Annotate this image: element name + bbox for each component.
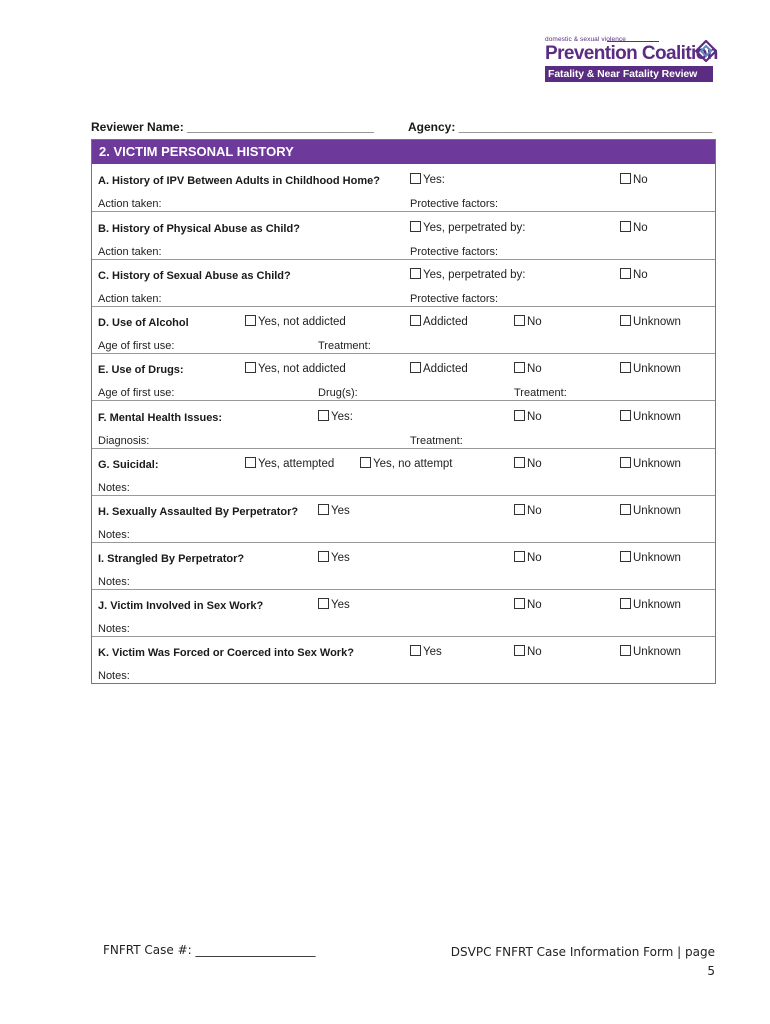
checkbox[interactable] — [620, 221, 631, 232]
drugs-field[interactable]: Drug(s): — [318, 387, 358, 399]
interlocking-diamonds-icon — [695, 40, 717, 62]
option-no[interactable]: No — [514, 410, 542, 423]
option-yes-perpetrated[interactable]: Yes, perpetrated by: — [410, 268, 526, 281]
victim-history-table — [91, 139, 716, 684]
age-first-use-field[interactable]: Age of first use: — [98, 387, 175, 399]
checkbox[interactable] — [620, 315, 631, 326]
notes-field[interactable]: Notes: — [98, 482, 130, 494]
option-no[interactable]: No — [514, 504, 542, 517]
checkbox[interactable] — [360, 457, 371, 468]
checkbox[interactable] — [514, 598, 525, 609]
row-strangled — [92, 542, 715, 590]
checkbox[interactable] — [410, 173, 421, 184]
checkbox[interactable] — [620, 645, 631, 656]
checkbox[interactable] — [514, 551, 525, 562]
row-sex-work — [92, 589, 715, 637]
option-yes-not-addicted[interactable]: Yes, not addicted — [245, 362, 346, 375]
question-label: E. Use of Drugs: — [98, 364, 184, 376]
option-unknown[interactable]: Unknown — [620, 504, 681, 517]
option-no[interactable]: No — [514, 645, 542, 658]
logo-divider — [607, 41, 659, 42]
notes-field[interactable]: Notes: — [98, 529, 130, 541]
option-no[interactable]: No — [514, 551, 542, 564]
protective-factors-field[interactable]: Protective factors: — [410, 246, 499, 258]
option-yes[interactable]: Yes — [318, 551, 350, 564]
action-taken-field[interactable]: Action taken: — [98, 198, 162, 210]
action-taken-field[interactable]: Action taken: — [98, 293, 162, 305]
option-yes-no-attempt[interactable]: Yes, no attempt — [360, 457, 453, 470]
question-label: F. Mental Health Issues: — [98, 412, 223, 424]
checkbox[interactable] — [318, 551, 329, 562]
checkbox[interactable] — [620, 173, 631, 184]
row-sexually-assaulted — [92, 495, 715, 543]
form-title: DSVPC FNFRT Case Information Form | page — [450, 945, 715, 959]
option-yes[interactable]: Yes — [318, 598, 350, 611]
checkbox[interactable] — [318, 598, 329, 609]
checkbox[interactable] — [620, 598, 631, 609]
row-alcohol-use — [92, 306, 715, 354]
checkbox[interactable] — [410, 268, 421, 279]
treatment-field[interactable]: Treatment: — [410, 435, 463, 447]
option-no[interactable]: No — [514, 362, 542, 375]
option-no[interactable]: No — [620, 173, 648, 186]
checkbox[interactable] — [410, 645, 421, 656]
row-sexual-abuse — [92, 259, 715, 307]
option-no[interactable]: No — [514, 315, 542, 328]
question-label: I. Strangled By Perpetrator? — [98, 553, 245, 565]
question-label: G. Suicidal: — [98, 459, 159, 471]
checkbox[interactable] — [620, 551, 631, 562]
option-unknown[interactable]: Unknown — [620, 551, 681, 564]
row-ipv-childhood — [92, 164, 715, 212]
agency-field[interactable]: Agency: ______________________________________ — [408, 120, 713, 134]
option-yes[interactable]: Yes: — [410, 173, 445, 186]
checkbox[interactable] — [318, 504, 329, 515]
age-first-use-field[interactable]: Age of first use: — [98, 340, 175, 352]
checkbox[interactable] — [245, 362, 256, 373]
checkbox[interactable] — [514, 410, 525, 421]
question-label: K. Victim Was Forced or Coerced into Sex Work? — [98, 647, 354, 659]
protective-factors-field[interactable]: Protective factors: — [410, 198, 499, 210]
logo-small-text: domestic & sexual violence — [545, 36, 626, 43]
checkbox[interactable] — [318, 410, 329, 421]
checkbox[interactable] — [514, 645, 525, 656]
question-label: C. History of Sexual Abuse as Child? — [98, 270, 291, 282]
option-no[interactable]: No — [514, 457, 542, 470]
row-mental-health — [92, 401, 715, 449]
question-label: H. Sexually Assaulted By Perpetrator? — [98, 506, 299, 518]
action-taken-field[interactable]: Action taken: — [98, 246, 162, 258]
logo-banner: Fatality & Near Fatality Review — [545, 66, 713, 82]
checkbox[interactable] — [620, 268, 631, 279]
row-suicidal — [92, 448, 715, 496]
diagnosis-field[interactable]: Diagnosis: — [98, 435, 150, 447]
logo-main-text: Prevention Coalition — [545, 43, 718, 64]
section-header: 2. VICTIM PERSONAL HISTORY — [92, 140, 715, 164]
checkbox[interactable] — [410, 362, 421, 373]
checkbox[interactable] — [620, 504, 631, 515]
checkbox[interactable] — [245, 457, 256, 468]
notes-field[interactable]: Notes: — [98, 623, 130, 635]
checkbox[interactable] — [514, 504, 525, 515]
checkbox[interactable] — [245, 315, 256, 326]
option-unknown[interactable]: Unknown — [620, 645, 681, 658]
option-yes[interactable]: Yes — [318, 504, 350, 517]
question-label: D. Use of Alcohol — [98, 317, 189, 329]
checkbox[interactable] — [620, 410, 631, 421]
checkbox[interactable] — [514, 457, 525, 468]
checkbox[interactable] — [620, 362, 631, 373]
checkbox[interactable] — [410, 315, 421, 326]
footer-page-info — [451, 943, 715, 981]
option-unknown[interactable]: Unknown — [620, 315, 681, 328]
option-addicted[interactable]: Addicted — [410, 362, 468, 375]
option-yes-perpetrated[interactable]: Yes, perpetrated by: — [410, 221, 526, 234]
case-number-field[interactable]: FNFRT Case #: ____________________ — [103, 943, 316, 957]
treatment-field[interactable]: Treatment: — [514, 387, 567, 399]
coalition-logo — [545, 36, 718, 86]
option-unknown[interactable]: Unknown — [620, 410, 681, 423]
treatment-field[interactable]: Treatment: — [318, 340, 371, 352]
protective-factors-field[interactable]: Protective factors: — [410, 293, 499, 305]
option-no[interactable]: No — [620, 221, 648, 234]
option-yes[interactable]: Yes — [410, 645, 442, 658]
option-yes-not-addicted[interactable]: Yes, not addicted — [245, 315, 346, 328]
notes-field[interactable]: Notes: — [98, 576, 130, 588]
row-drug-use — [92, 353, 715, 401]
notes-field[interactable]: Notes: — [98, 670, 130, 682]
option-yes-attempted[interactable]: Yes, attempted — [245, 457, 334, 470]
option-addicted[interactable]: Addicted — [410, 315, 468, 328]
checkbox[interactable] — [410, 221, 421, 232]
reviewer-name-field[interactable]: Reviewer Name: ____________________________ — [91, 120, 374, 134]
option-no[interactable]: No — [620, 268, 648, 281]
checkbox[interactable] — [514, 362, 525, 373]
checkbox[interactable] — [514, 315, 525, 326]
option-unknown[interactable]: Unknown — [620, 457, 681, 470]
page-number: 5 — [707, 964, 715, 978]
option-unknown[interactable]: Unknown — [620, 598, 681, 611]
option-unknown[interactable]: Unknown — [620, 362, 681, 375]
row-forced-sex-work — [92, 636, 715, 683]
checkbox[interactable] — [620, 457, 631, 468]
option-yes[interactable]: Yes: — [318, 410, 353, 423]
row-physical-abuse — [92, 212, 715, 260]
question-label: A. History of IPV Between Adults in Childhood Home? — [98, 175, 380, 187]
question-label: J. Victim Involved in Sex Work? — [98, 600, 264, 612]
question-label: B. History of Physical Abuse as Child? — [98, 223, 300, 235]
option-no[interactable]: No — [514, 598, 542, 611]
